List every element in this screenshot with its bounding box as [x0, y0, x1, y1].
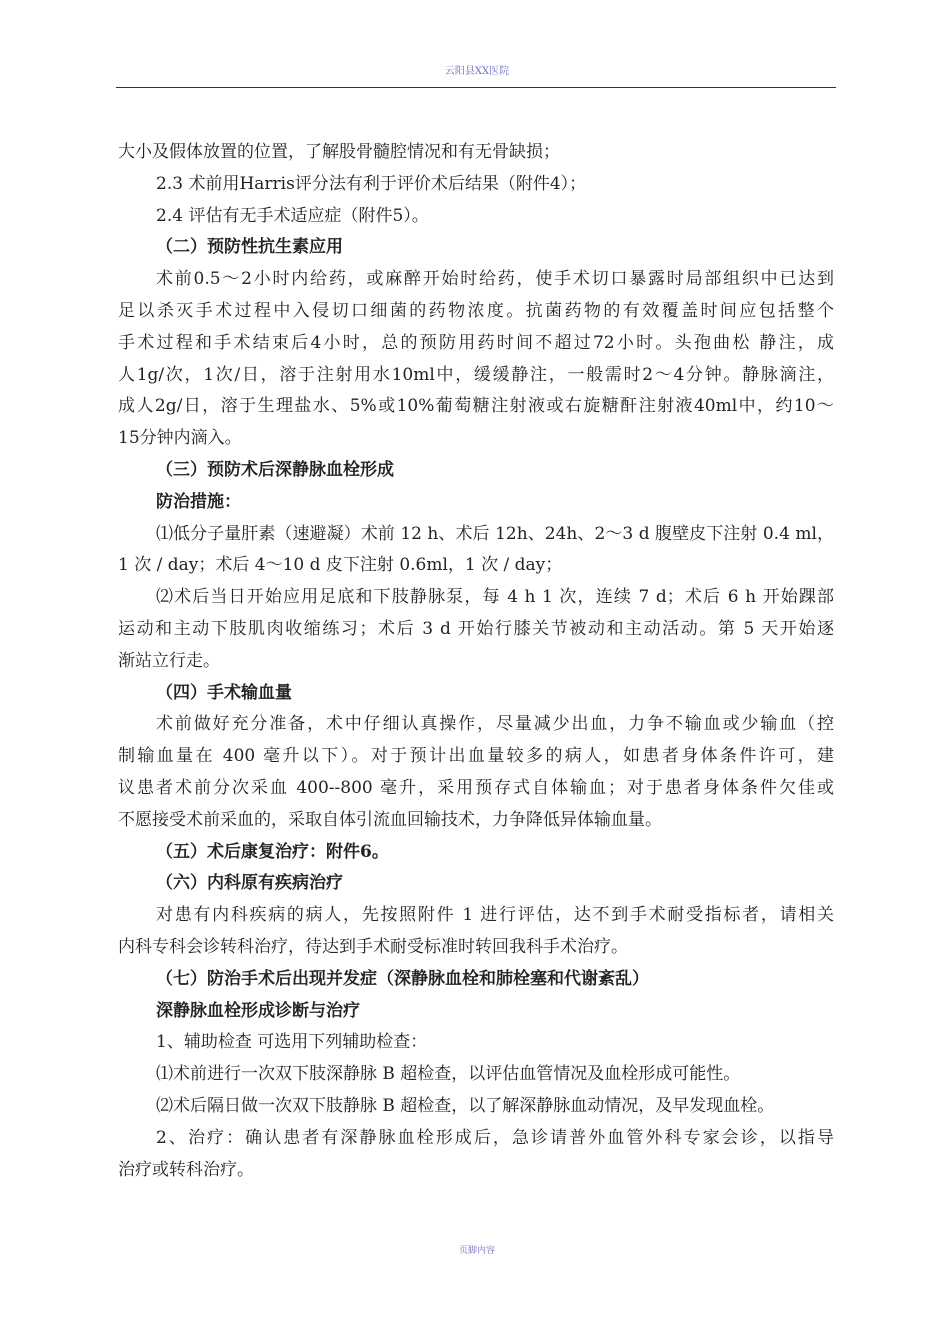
- body-line: 2、治疗：确认患者有深静脉血栓形成后，急诊请普外血管外科专家会诊，以指导: [156, 1127, 834, 1148]
- body-line: 不愿接受术前采血的，采取自体引流血回输技术，力争降低异体输血量。: [118, 809, 662, 830]
- list-item-2-3: 2.3 术前用Harris评分法有利于评价术后结果（附件4）；: [156, 173, 587, 194]
- list-item-2-4: 2.4 评估有无手术适应症（附件5）。: [156, 205, 429, 226]
- body-line: 对患有内科疾病的病人，先按照附件 1 进行评估，达不到手术耐受指标者，请相关: [156, 905, 834, 926]
- body-line: 大小及假体放置的位置，了解股骨髓腔情况和有无骨缺损；: [118, 142, 560, 162]
- body-line: 1、辅助检查 可选用下列辅助检查：: [156, 1032, 428, 1053]
- page-header: 云阳县XX医院: [444, 66, 510, 77]
- body-line: 成人2g/日，溶于生理盐水、5%或10%葡萄糖注射液或右旋糖酐注射液40ml中，约10～: [118, 396, 834, 417]
- body-line: 15分钟内滴入。: [118, 428, 242, 449]
- body-line: 治疗或转科治疗。: [118, 1159, 254, 1180]
- body-line: ⑴术前进行一次双下肢深静脉 B 超检查，以评估血管情况及血栓形成可能性。: [156, 1064, 741, 1085]
- body-line: 内科专科会诊转科治疗，待达到手术耐受标准时转回我科手术治疗。: [118, 936, 628, 957]
- body-line: ⑵术后隔日做一次双下肢静脉 B 超检查，以了解深静脉血动情况，及早发现血栓。: [156, 1095, 775, 1116]
- section-heading-5: （五）术后康复治疗：附件6。: [156, 841, 389, 862]
- page-footer: 页脚内容: [458, 1246, 495, 1256]
- body-line: 渐站立行走。: [118, 650, 220, 671]
- body-line: 足以杀灭手术过程中入侵切口细菌的药物浓度。抗菌药物的有效覆盖时间应包括整个: [118, 300, 834, 321]
- body-line: 1 次 / day；术后 4～10 d 皮下注射 0.6ml，1 次 / day；: [118, 555, 563, 576]
- body-line: ⑵术后当日开始应用足底和下肢静脉泵，每 4 h 1 次，连续 7 d；术后 6 h 开始踝部: [156, 587, 834, 608]
- subheading-measures: 防治措施：: [156, 491, 241, 512]
- section-heading-3: （三）预防术后深静脉血栓形成: [156, 459, 394, 480]
- section-heading-6: （六）内科原有疾病治疗: [156, 873, 343, 894]
- subheading-dvt: 深静脉血栓形成诊断与治疗: [156, 1000, 360, 1021]
- document-body: [118, 137, 834, 1186]
- section-heading-7: （七）防治手术后出现并发症（深静脉血栓和肺栓塞和代谢紊乱）: [156, 968, 649, 989]
- section-heading-2: （二）预防性抗生素应用: [156, 237, 343, 258]
- body-line: 术前0.5～2小时内给药，或麻醉开始时给药，使手术切口暴露时局部组织中已达到: [156, 269, 834, 290]
- body-line: 议患者术前分次采血 400--800 毫升，采用预存式自体输血；对于患者身体条件欠佳或: [118, 777, 834, 798]
- section-heading-4: （四）手术输血量: [156, 682, 292, 703]
- header-divider: [116, 87, 836, 88]
- body-line: 手术过程和手术结束后4小时，总的预防用药时间不超过72小时。头孢曲松 静注，成: [118, 332, 834, 353]
- body-line: 制输血量在 400 毫升以下）。对于预计出血量较多的病人，如患者身体条件许可，建: [118, 746, 834, 767]
- body-line: 运动和主动下肢肌肉收缩练习；术后 3 d 开始行膝关节被动和主动活动。第 5 天开始逐: [118, 618, 834, 639]
- body-line: 人1g/次，1次/日，溶于注射用水10ml中，缓缓静注，一般需时2～4分钟。静脉滴注，: [118, 364, 834, 385]
- body-line: 术前做好充分准备，术中仔细认真操作，尽量减少出血，力争不输血或少输血（控: [156, 714, 834, 735]
- body-line: ⑴低分子量肝素（速避凝）术前 12 h、术后 12h、24h、2～3 d 腹壁皮下注射 0.4 ml，: [156, 523, 834, 544]
